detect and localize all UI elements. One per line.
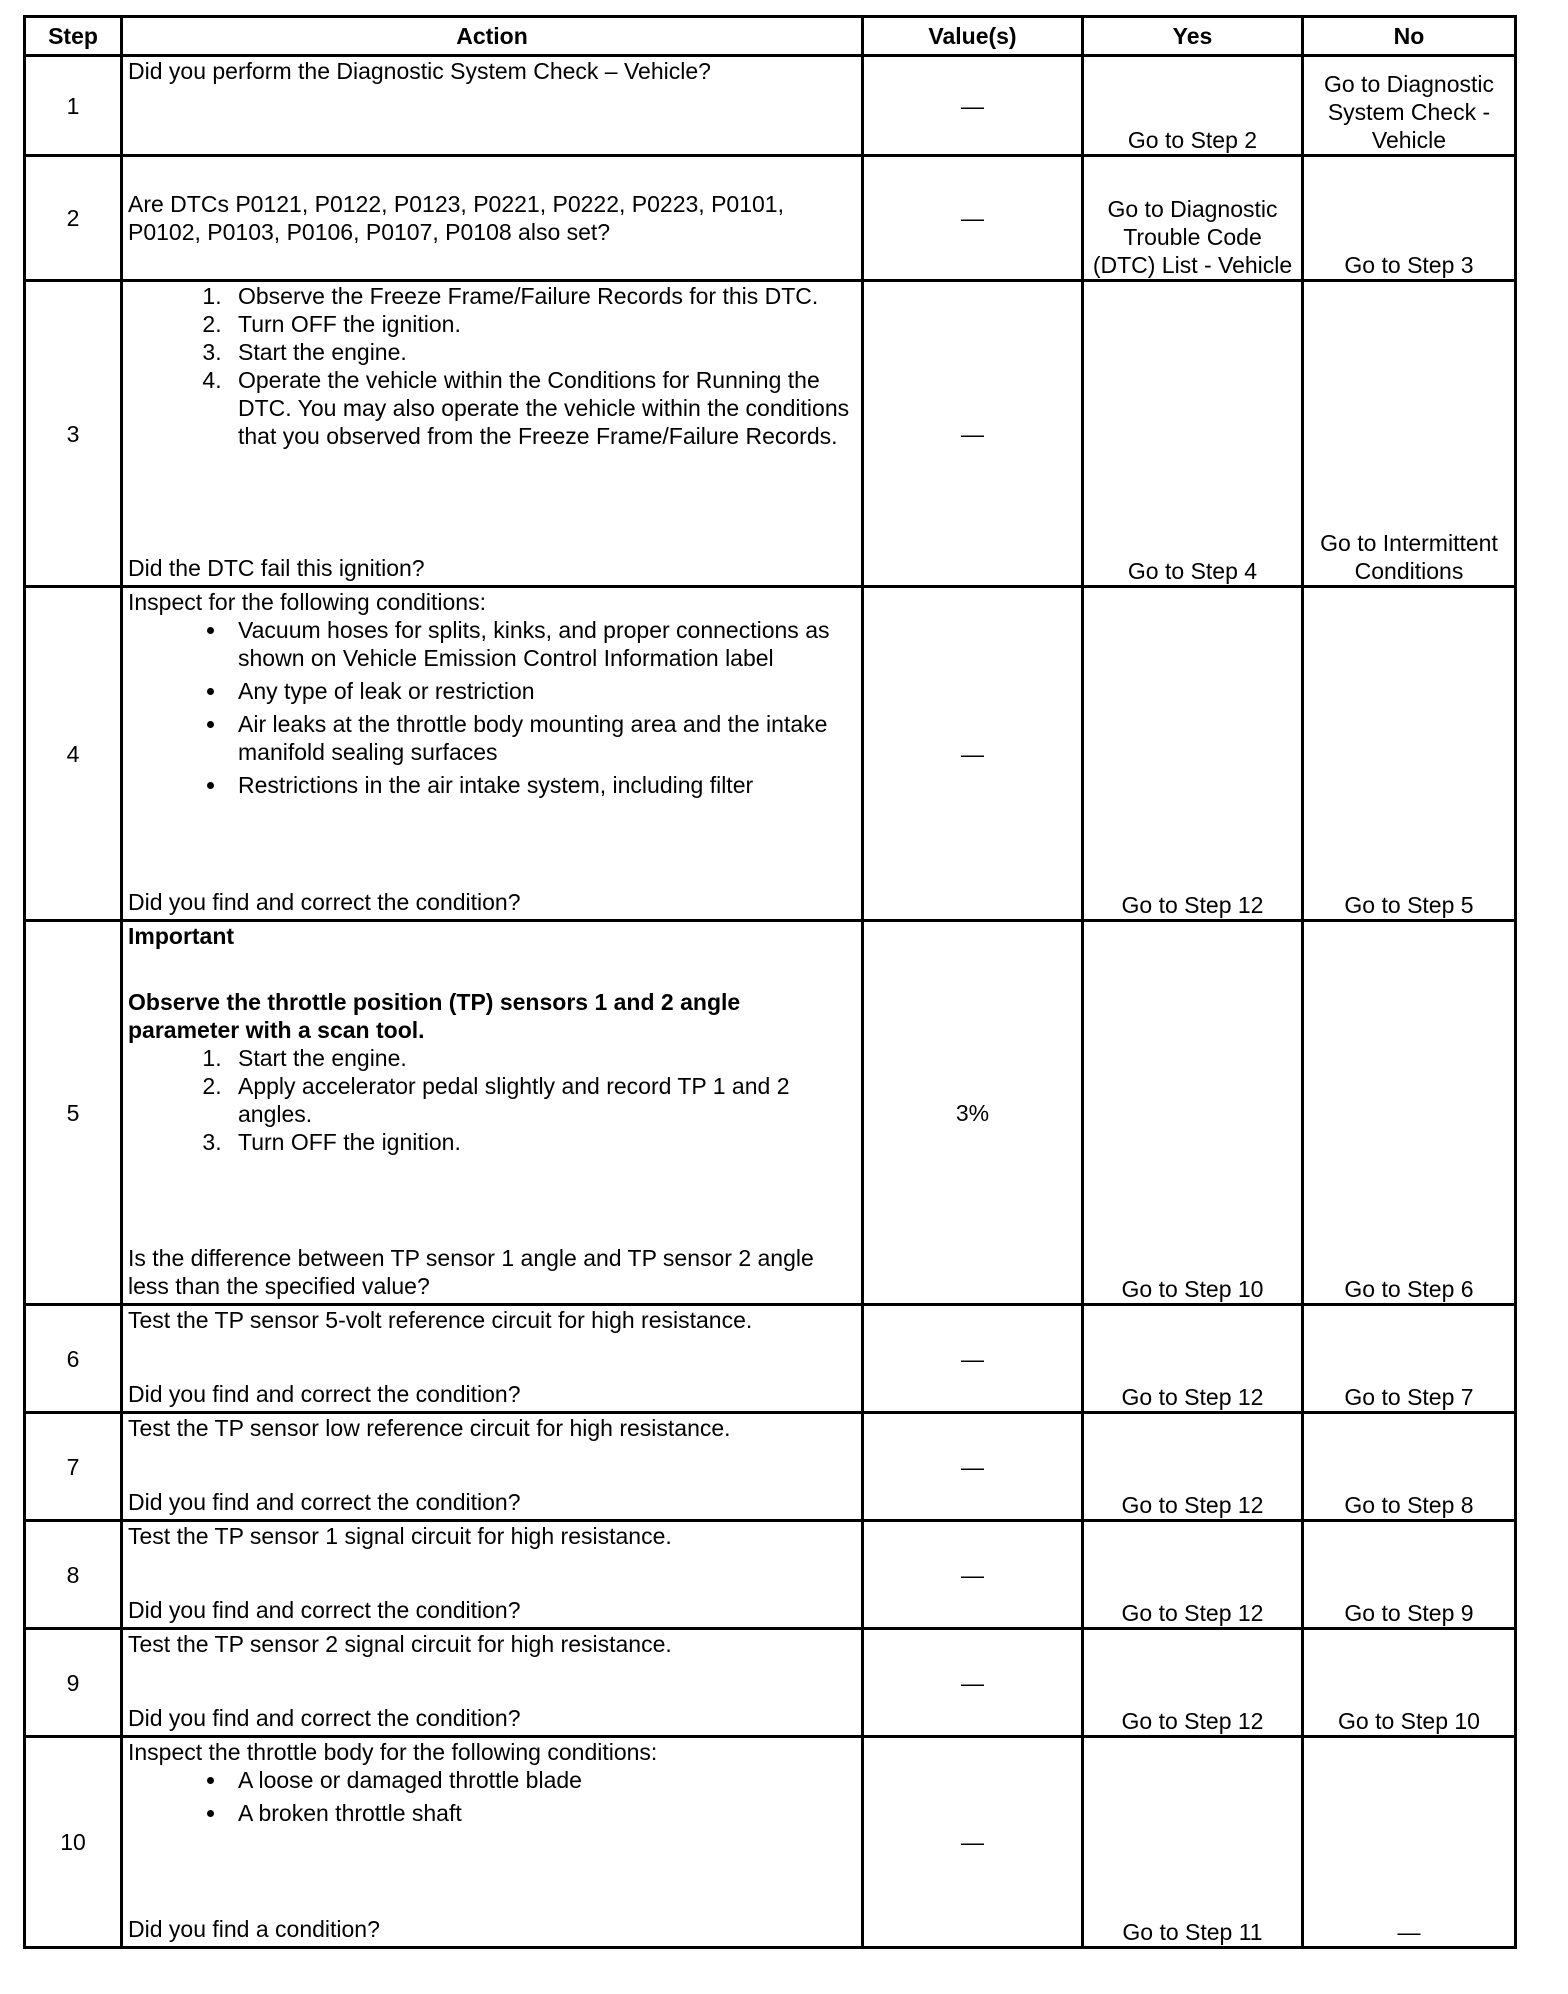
action-question: Did you perform the Diagnostic System Check – Vehicle?	[128, 58, 711, 84]
action-intro: Test the TP sensor 1 signal circuit for high resistance.	[128, 1523, 672, 1549]
header-action: Action	[122, 17, 863, 56]
value-cell: —	[863, 1629, 1083, 1737]
step-number: 7	[25, 1413, 122, 1521]
action-question: Did you find a condition?	[128, 1916, 380, 1942]
table-row	[25, 921, 1516, 1305]
value-cell: —	[863, 281, 1083, 587]
action-cell	[122, 281, 863, 587]
procedure-step: 2. Turn OFF the ignition.	[228, 310, 856, 338]
action-cell	[122, 1305, 863, 1413]
condition-list	[128, 616, 856, 804]
no-cell: Go to Step 9	[1303, 1521, 1516, 1629]
yes-cell: Go to Diagnostic Trouble Code (DTC) List - Vehicle	[1083, 156, 1303, 281]
table-row	[25, 587, 1516, 921]
procedure-step: 3. Start the engine.	[228, 338, 856, 366]
table-row	[25, 1521, 1516, 1629]
step-number: 9	[25, 1629, 122, 1737]
condition-item: • Vacuum hoses for splits, kinks, and proper connections as shown on Vehicle Emission Control Information label	[228, 616, 856, 672]
no-cell: —	[1303, 1737, 1516, 1948]
no-cell: Go to Intermittent Conditions	[1303, 281, 1516, 587]
no-cell: Go to Diagnostic System Check - Vehicle	[1303, 56, 1516, 156]
procedure-step: 2. Apply accelerator pedal slightly and record TP 1 and 2 angles.	[228, 1072, 856, 1128]
action-intro: Inspect for the following conditions:	[128, 589, 486, 615]
step-number: 1	[25, 56, 122, 156]
no-cell: Go to Step 10	[1303, 1629, 1516, 1737]
condition-item: • Any type of leak or restriction	[228, 677, 856, 705]
step-number: 2	[25, 156, 122, 281]
value-cell: —	[863, 587, 1083, 921]
action-question: Did you find and correct the condition?	[128, 1381, 521, 1407]
header-row	[25, 17, 1516, 56]
procedure-step: 1. Observe the Freeze Frame/Failure Records for this DTC.	[228, 282, 856, 310]
header-values: Value(s)	[863, 17, 1083, 56]
value-cell: —	[863, 156, 1083, 281]
value-cell: —	[863, 1737, 1083, 1948]
header-yes: Yes	[1083, 17, 1303, 56]
action-intro: Test the TP sensor 2 signal circuit for high resistance.	[128, 1631, 672, 1657]
action-cell	[122, 1413, 863, 1521]
action-cell	[122, 56, 863, 156]
step-number: 5	[25, 921, 122, 1305]
action-question: Did you find and correct the condition?	[128, 1489, 521, 1515]
yes-cell: Go to Step 2	[1083, 56, 1303, 156]
procedure-step: 1. Start the engine.	[228, 1044, 856, 1072]
action-question: Did the DTC fail this ignition?	[128, 555, 425, 581]
yes-cell: Go to Step 12	[1083, 1305, 1303, 1413]
condition-item: • A broken throttle shaft	[228, 1799, 856, 1827]
yes-cell: Go to Step 11	[1083, 1737, 1303, 1948]
yes-cell: Go to Step 12	[1083, 1413, 1303, 1521]
table-row	[25, 1413, 1516, 1521]
no-cell: Go to Step 6	[1303, 921, 1516, 1305]
procedure-list	[128, 1044, 856, 1156]
action-question: Did you find and correct the condition?	[128, 889, 521, 915]
important-text: Observe the throttle position (TP) sensors 1 and 2 angle parameter with a scan tool.	[128, 989, 741, 1043]
no-cell: Go to Step 3	[1303, 156, 1516, 281]
action-cell	[122, 1737, 863, 1948]
action-cell	[122, 587, 863, 921]
action-cell	[122, 1521, 863, 1629]
no-cell: Go to Step 5	[1303, 587, 1516, 921]
table-row	[25, 156, 1516, 281]
condition-item: • Restrictions in the air intake system, including filter	[228, 771, 856, 799]
no-cell: Go to Step 7	[1303, 1305, 1516, 1413]
procedure-step: 3. Turn OFF the ignition.	[228, 1128, 856, 1156]
table-row	[25, 56, 1516, 156]
header-step: Step	[25, 17, 122, 56]
value-cell: —	[863, 1305, 1083, 1413]
step-number: 8	[25, 1521, 122, 1629]
yes-cell: Go to Step 12	[1083, 1629, 1303, 1737]
condition-list	[128, 1766, 856, 1832]
value-cell: —	[863, 56, 1083, 156]
action-cell	[122, 156, 863, 281]
action-intro: Test the TP sensor low reference circuit for high resistance.	[128, 1415, 731, 1441]
diagnostic-table	[23, 15, 1517, 1949]
table-row	[25, 281, 1516, 587]
no-cell: Go to Step 8	[1303, 1413, 1516, 1521]
condition-item: • Air leaks at the throttle body mounting area and the intake manifold sealing surfaces	[228, 710, 856, 766]
value-cell: —	[863, 1521, 1083, 1629]
action-question: Did you find and correct the condition?	[128, 1705, 521, 1731]
step-number: 3	[25, 281, 122, 587]
yes-cell: Go to Step 12	[1083, 587, 1303, 921]
yes-cell: Go to Step 10	[1083, 921, 1303, 1305]
action-question: Is the difference between TP sensor 1 angle and TP sensor 2 angle less than the specified value?	[128, 1245, 814, 1299]
table-row	[25, 1305, 1516, 1413]
yes-cell: Go to Step 12	[1083, 1521, 1303, 1629]
condition-item: • A loose or damaged throttle blade	[228, 1766, 856, 1794]
step-number: 6	[25, 1305, 122, 1413]
action-intro: Inspect the throttle body for the following conditions:	[128, 1739, 658, 1765]
action-cell	[122, 1629, 863, 1737]
value-cell: 3%	[863, 921, 1083, 1305]
action-question: Are DTCs P0121, P0122, P0123, P0221, P0222, P0223, P0101, P0102, P0103, P0106, P0107, P0108 also set?	[128, 191, 784, 245]
action-question: Did you find and correct the condition?	[128, 1597, 521, 1623]
table-row	[25, 1629, 1516, 1737]
header-no: No	[1303, 17, 1516, 56]
table-row	[25, 1737, 1516, 1948]
important-title: Important	[128, 923, 235, 949]
step-number: 10	[25, 1737, 122, 1948]
procedure-step: 4. Operate the vehicle within the Conditions for Running the DTC. You may also operate the vehicle within the conditions that you observed from the Freeze Frame/Failure Records.	[228, 366, 856, 450]
procedure-list	[128, 282, 856, 450]
value-cell: —	[863, 1413, 1083, 1521]
yes-cell: Go to Step 4	[1083, 281, 1303, 587]
step-number: 4	[25, 587, 122, 921]
action-intro: Test the TP sensor 5-volt reference circuit for high resistance.	[128, 1307, 753, 1333]
action-cell	[122, 921, 863, 1305]
